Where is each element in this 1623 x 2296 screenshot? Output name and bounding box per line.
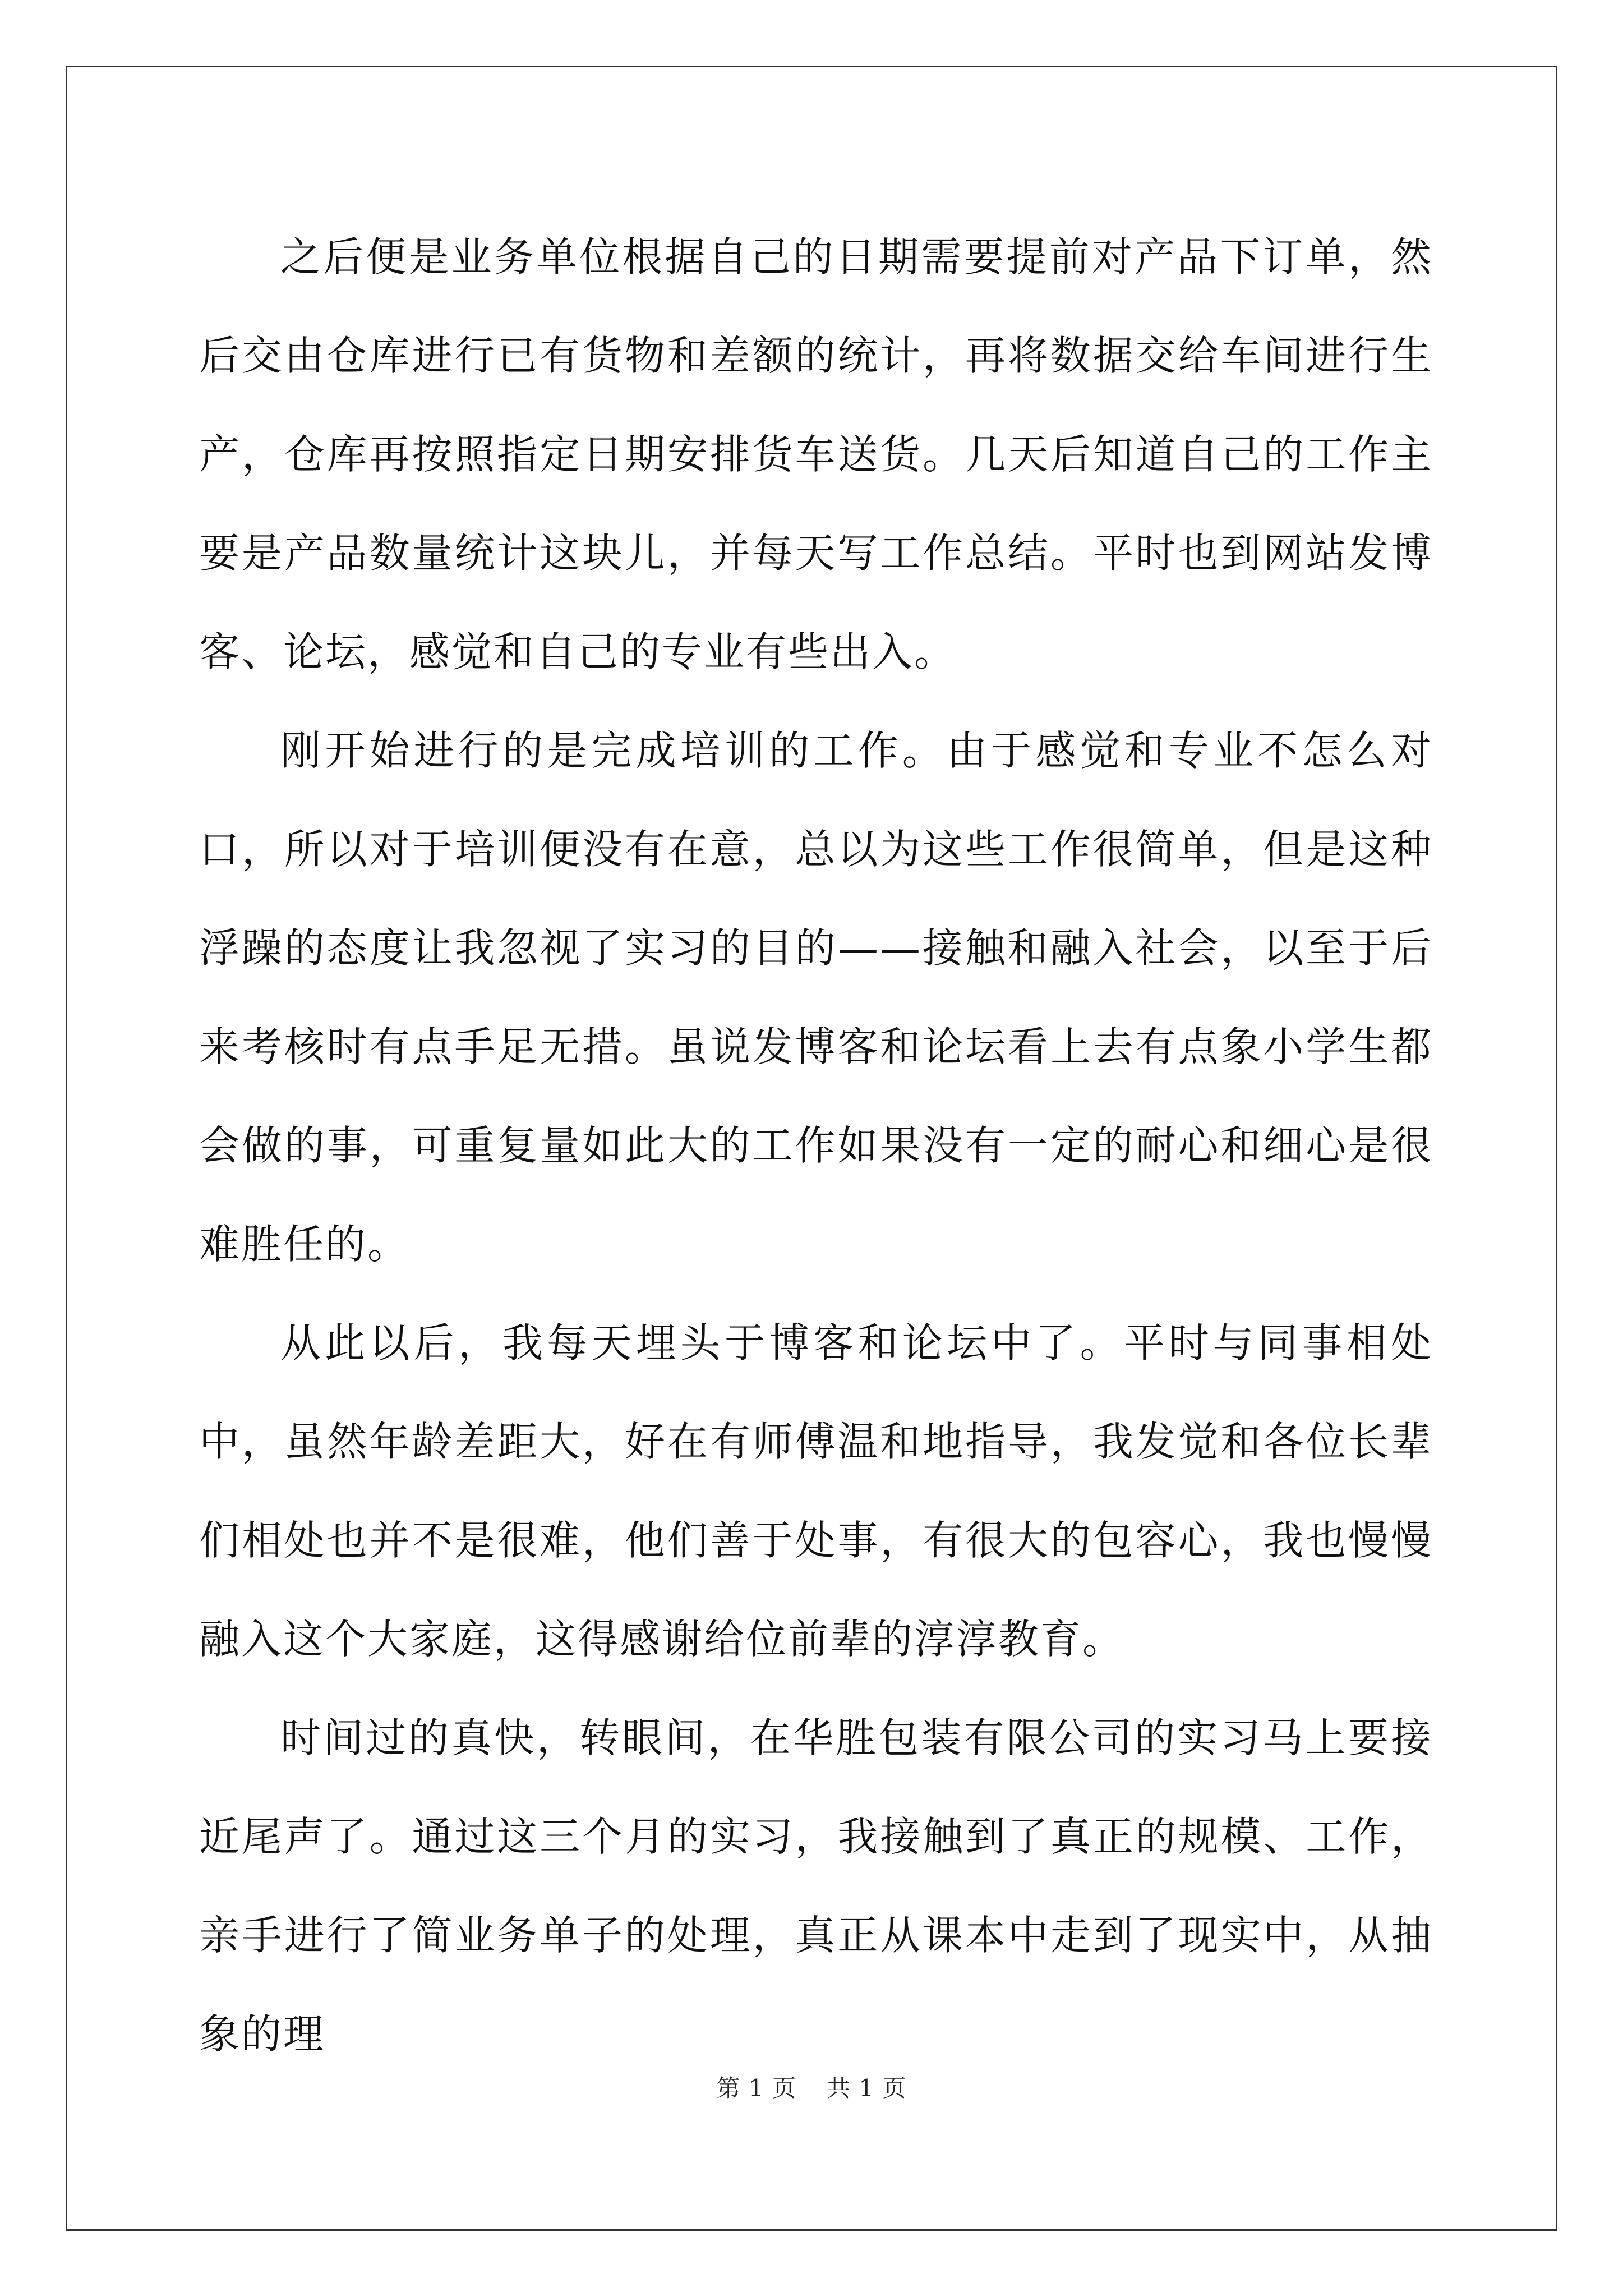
page-total: 共 1 页: [827, 2074, 907, 2102]
paragraph-2: 刚开始进行的是完成培训的工作。由于感觉和专业不怎么对口，所以对于培训便没有在意，总以为这些工作很简单，但是这种浮躁的态度让我忽视了实习的目的——接触和融入社会，以至于后来考核时有点手足无措。虽说发博客和论坛看上去有点象小学生都会做的事，可重复量如此大的工作如果没有一定的耐心和细心是很难胜任的。: [199, 727, 1433, 1268]
paragraph-3: 从此以后，我每天埋头于博客和论坛中了。平时与同事相处中，虽然年龄差距大，好在有师傅温和地指导，我发觉和各位长辈们相处也并不是很难，他们善于处事，有很大的包容心，我也慢慢融入这个大家庭，这得感谢给位前辈的淳淳教育。: [199, 1319, 1433, 1663]
page-number: 第 1 页: [716, 2074, 796, 2102]
document-body: [199, 208, 1433, 2083]
page-footer: [0, 2070, 1623, 2104]
paragraph-4: 时间过的真快，转眼间，在华胜包装有限公司的实习马上要接近尾声了。通过这三个月的实习，我接触到了真正的规模、工作，亲手进行了简业务单子的处理，真正从课本中走到了现实中，从抽象的理: [199, 1714, 1433, 2058]
paragraph-1: 之后便是业务单位根据自己的日期需要提前对产品下订单，然后交由仓库进行已有货物和差额的统计，再将数据交给车间进行生产，仓库再按照指定日期安排货车送货。几天后知道自己的工作主要是产品数量统计这块儿，并每天写工作总结。平时也到网站发博客、论坛，感觉和自己的专业有些出入。: [199, 233, 1433, 675]
